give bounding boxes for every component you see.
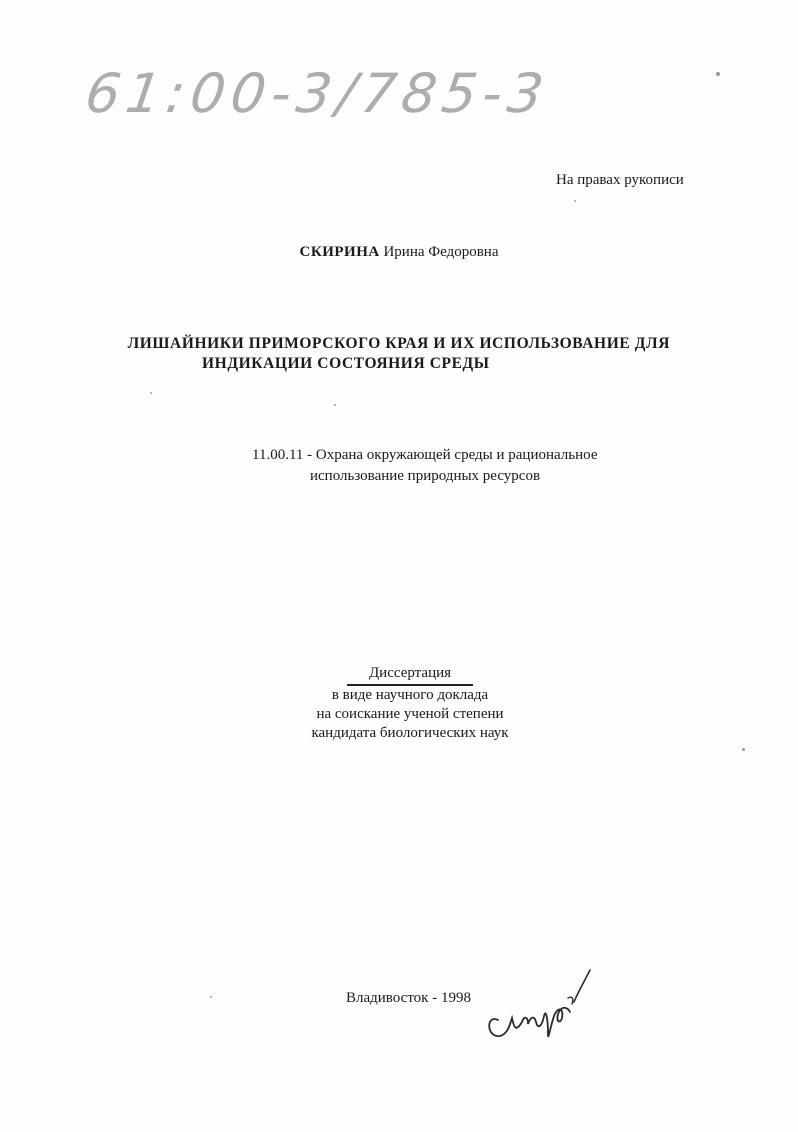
author-name: [0, 244, 798, 261]
place-year: Владивосток - 1998: [346, 990, 471, 1006]
author-given-names: Ирина Федоровна: [383, 244, 499, 260]
dissertation-line: кандидата биологических наук: [311, 725, 509, 741]
archive-stamp: 61:00-3/785-3: [81, 62, 554, 125]
scan-speck: [574, 200, 576, 202]
author-surname: СКИРИНА: [299, 244, 380, 260]
dissertation-heading: Диссертация: [347, 664, 473, 686]
title-line-2: ИНДИКАЦИИ СОСТОЯНИЯ СРЕДЫ: [202, 355, 490, 372]
specialty: [252, 445, 632, 487]
dissertation-line: в виде научного доклада: [331, 687, 489, 703]
dissertation-line: на соискание ученой степени: [316, 706, 504, 722]
scan-speck: [210, 996, 212, 998]
document-title: [100, 334, 710, 374]
dissertation-block: [290, 664, 530, 743]
scan-speck: [716, 72, 720, 76]
specialty-line-1: 11.00.11 - Охрана окружающей среды и рациональное: [252, 447, 598, 463]
scan-speck: [334, 404, 336, 406]
title-line-1: ЛИШАЙНИКИ ПРИМОРСКОГО КРАЯ И ИХ ИСПОЛЬЗОВАНИЕ ДЛЯ: [127, 335, 670, 352]
rights-note: На правах рукописи: [556, 172, 684, 188]
scan-speck: [742, 748, 745, 751]
scan-speck: [150, 392, 152, 394]
signature-image: [478, 958, 608, 1048]
specialty-line-2: использование природных ресурсов: [310, 468, 541, 484]
